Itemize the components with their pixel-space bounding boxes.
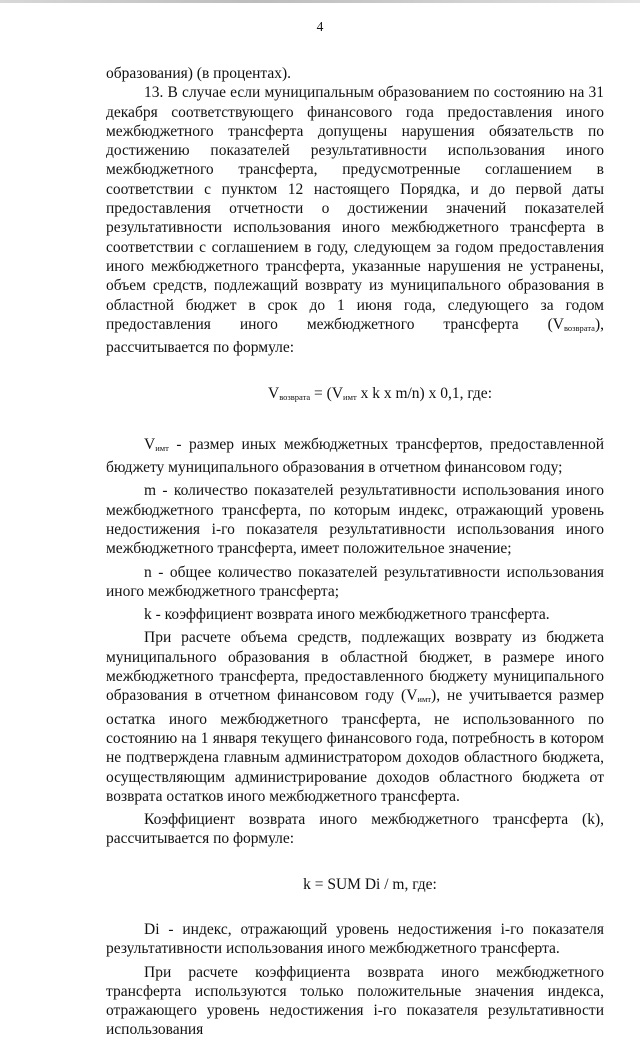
paragraph-calculation-text: При расчете объема средств, подлежащих возврату из бюджета муниципального образования в областной бюджет, в размере иного межбюджетного трансферта, предоставленного бюджету муниципального образования в отчетном финансовом году (V [106,629,604,705]
definition-v-imt [106,435,604,478]
formula-refund-volume [106,384,604,407]
paragraph-calculation-end: ), не учитывается размер остатка иного межбюджетного трансферта, не использованного по состоянию на 1 января текущего финансового года, потребность в котором не подтверждена главным администратором доходов областного бюджета, осуществляющим администрирование доходов областного бюджета от возврата остатков иного межбюджетного трансферта. [106,687,604,805]
paragraph-13-end: ), рассчитывается по формуле: [106,315,604,357]
definition-v-text: - размер иных межбюджетных трансфертов, предоставленной бюджету муниципального образования в отчетном финансовом году; [106,435,604,477]
paragraph-13-subscript: возврата [563,322,595,333]
document-body [106,64,604,1040]
paragraph-coefficient: Коэффициент возврата иного межбюджетного трансферта (k), рассчитывается по формуле: [106,811,604,848]
paragraph-13-text: 13. В случае если муниципальным образованием по состоянию на 31 декабря соответствующего финансового года предоставления иного межбюджетного трансферта допущены нарушения обязательств по достижению показателей результативности использования иного межбюджетного трансферта, предусмотренные соглашением в соответствии с пунктом 12 настоящего Порядка, и до первой даты предоставления отчетности о достижении значений показателей результативности использования иного межбюджетного трансферта в соответствии с соглашением в году, следующем за годом предоставления иного межбюджетного трансферта, указанные нарушения не устранены, объем средств, подлежащий возврату из муниципального образования в областной бюджет в срок до 1 июня года, следующего за годом предоставления иного межбюджетного трансферта (V [106,84,604,333]
page-number: 4 [316,19,324,34]
continuation-line: образования) (в процентах). [106,65,292,82]
formula-v: V [267,385,280,403]
paragraph-positive-values: При расчете коэффициента возврата иного межбюджетного трансферта используются только положительные значения индекса, отражающего уровень недостижения i-го показателя результативности использования [106,963,604,1039]
paragraph-13 [106,83,604,357]
definition-m: m - количество показателей результативности использования иного межбюджетного трансферта, по которым индекс, отражающий уровень недостижения i-го показателя результативности использования иного межбюджетного трансферта, имеет положительное значение; [106,482,604,558]
formula-v-subscript: возврата [279,392,311,403]
top-edge-line [0,0,640,3]
definition-v-symbol: V [144,435,156,453]
formula-imt-subscript: имт [343,392,357,403]
formula-end: x k x m/n) x 0,1, где: [356,385,492,403]
definition-di: Di - индекс, отражающий уровень недостижения i-го показателя результативности использования иного межбюджетного трансферта. [106,920,604,958]
paragraph-calculation [106,628,604,806]
definition-k: k - коэффициент возврата иного межбюджетного трансферта. [144,606,550,624]
formula-mid: = (V [310,385,344,403]
paragraph-calculation-subscript: имт [417,694,432,705]
formula-coefficient: k = SUM Di / m, где: [303,875,437,893]
definition-n: n - общее количество показателей результативности использования иного межбюджетного трансферта; [106,563,604,600]
definition-v-subscript: имт [155,442,169,453]
